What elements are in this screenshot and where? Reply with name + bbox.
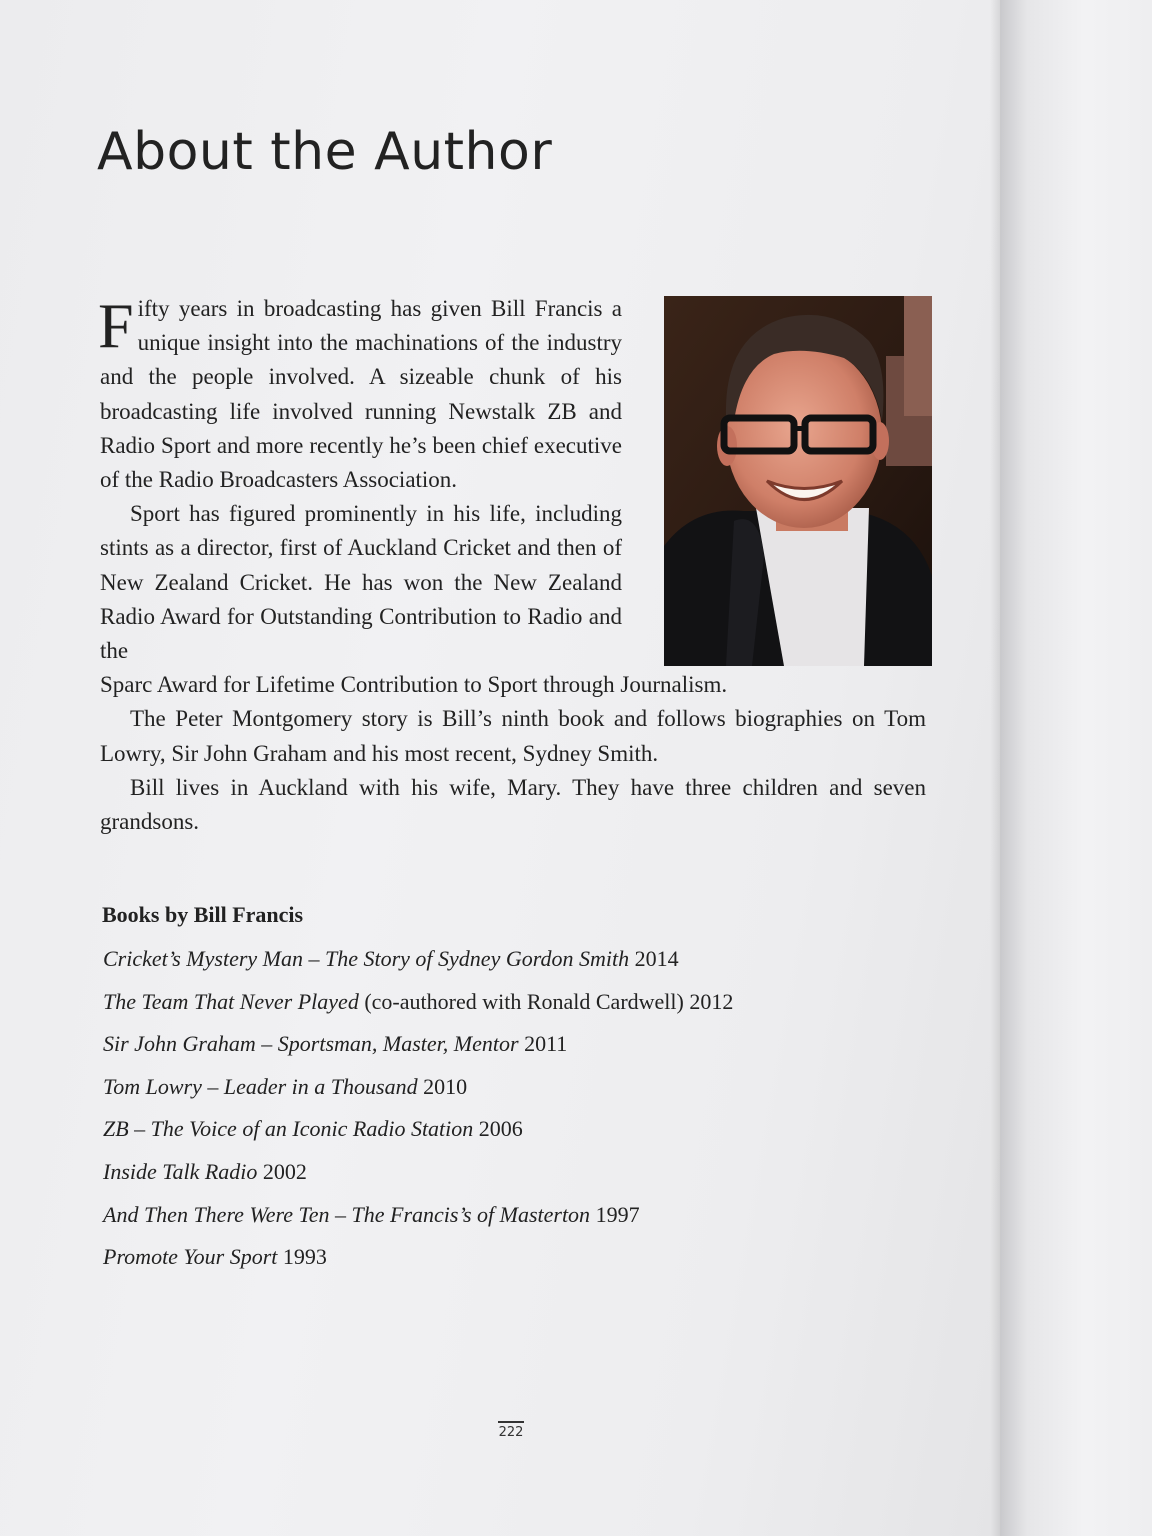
books-heading: Books by Bill Francis [102, 902, 304, 927]
facing-page-edge [1000, 0, 1152, 1536]
page-number-rule [498, 1421, 524, 1423]
bio-paragraph-4: Bill lives in Auckland with his wife, Mary. They have three children and seven grandsons. [100, 774, 926, 835]
bio-paragraph-1: Fifty years in broadcasting has given Bill Francis a unique insight into the machinations of the industry and the people involved. A sizeable chunk of his broadcasting life involved running Newstalk ZB and Radio Sport and more recently he’s been chief executive of the Radio Broadcasters Association. [98, 290, 622, 493]
bio-paragraph-3: The Peter Montgomery story is Bill’s ninth book and follows biographies on Tom Lowry, Sir John Graham and his most recent, Sydney Smith. [100, 706, 926, 766]
book-entry: The Team That Never Played (co-authored with Ronald Cardwell) 2012 [103, 988, 734, 1014]
book-entry: Tom Lowry – Leader in a Thousand 2010 [103, 1073, 468, 1099]
book-entry: Inside Talk Radio 2002 [103, 1158, 307, 1184]
books-list [103, 943, 733, 1284]
page-title: About the Author [97, 122, 553, 182]
book-entry: Cricket’s Mystery Man – The Story of Sydney Gordon Smith 2014 [103, 946, 679, 971]
page-number: 222 [498, 1425, 524, 1440]
book-entry: And Then There Were Ten – The Francis’s of Masterton 1997 [103, 1201, 640, 1227]
book-entry: Sir John Graham – Sportsman, Master, Mentor 2011 [103, 1031, 568, 1057]
book-entry: Promote Your Sport 1993 [103, 1244, 327, 1270]
bio-paragraph-2-continued: Sparc Award for Lifetime Contribution to Sport through Journalism. [100, 672, 728, 698]
author-bio [100, 292, 926, 839]
bio-paragraph-2: Sport has figured prominently in his life, including stints as a director, first of Auckland Cricket and then of New Zealand Cricket. He has won the New Zealand Radio Award for Outstanding Contribution to Radio and the [100, 501, 622, 664]
book-entry: ZB – The Voice of an Iconic Radio Station 2006 [103, 1116, 523, 1142]
drop-cap: F [98, 290, 134, 361]
